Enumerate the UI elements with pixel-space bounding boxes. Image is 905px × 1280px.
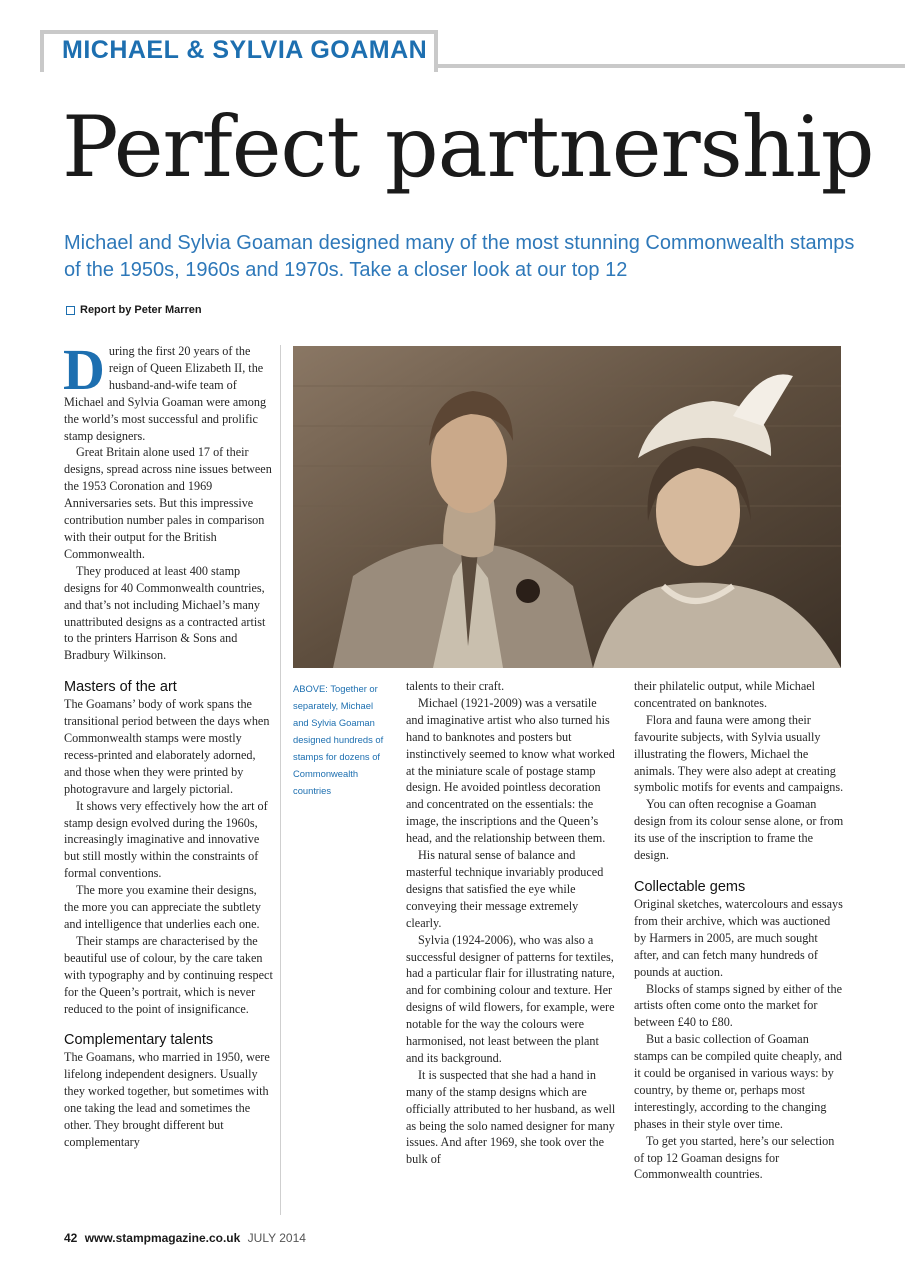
paragraph: You can often recognise a Goaman design from its colour sense alone, or from its use of the inscription to frame the design. (634, 797, 844, 863)
subheading-masters: Masters of the art (64, 679, 177, 696)
paragraph: Blocks of stamps signed by either of the artists often come onto the market for between £40 to £80. (634, 981, 842, 1030)
paragraph: Michael (1921-2009) was a versatile and imaginative artist who also turned his hand to banknotes and posters but instinctively seemed to know what worked at the miniature scale of postage stamp design. He avoided pointless decoration and concentrated on the essentials: the image, the inscriptions and the Queen’s head, and the relationship between them. (406, 695, 615, 846)
paragraph: The Goamans’ body of work spans the transitional period between the days when Commonwealth stamps were mostly recess-printed and elaborately adorned, and those when they were printed by photogravure and largely pictorial. (64, 697, 270, 796)
column-2 (406, 678, 616, 1168)
photo-caption: ABOVE: Together or separately, Michael and Sylvia Goaman designed hundreds of stamps for dozens of Commonwealth countries (293, 683, 384, 796)
paragraph: It is suspected that she had a hand in many of the stamp designs which are officially attributed to her husband, as well as being the solo named designer for many issues. And after 1969, she took over the bulk of (406, 1067, 616, 1167)
issue-date: JULY 2014 (247, 1231, 306, 1245)
byline (66, 304, 202, 316)
intro-paragraph (63, 337, 274, 444)
paragraph: The Goamans, who married in 1950, were lifelong independent designers. Usually they worked together, but sometimes with one taking the lead and sometimes the other. They brought different but complementary (64, 1050, 270, 1149)
paragraph: Great Britain alone used 17 of their designs, spread across nine issues between the 1953 Coronation and 1969 Anniversaries sets. But this impressive contribution number pales in comparison with their output for the British Commonwealth. (64, 445, 272, 561)
paragraph: It shows very effectively how the art of stamp design evolved during the 1960s, increasingly imaginative and innovative but still mostly within the constraints of formal conventions. (64, 798, 268, 881)
paragraph: The more you examine their designs, the more you can appreciate the subtlety and intelligence that underlies each one. (64, 883, 261, 931)
page-number: 42 (64, 1231, 78, 1245)
paragraph: Flora and fauna were among their favourite subjects, with Sylvia usually illustrating the flowers, Michael the animals. They were also adept at creating symbolic motifs for events and campaigns. (634, 712, 844, 795)
subheading-collectable: Collectable gems (634, 878, 746, 895)
section-label: MICHAEL & SYLVIA GOAMAN (62, 36, 428, 64)
paragraph: Their stamps are characterised by the beautiful use of colour, by the care taken with typography and by continuing respect for the Queen’s portrait, which is never reduced to the point of insignificance. (64, 933, 273, 1016)
footer-url[interactable]: www.stampmagazine.co.uk (84, 1231, 241, 1245)
byline-square-icon (66, 306, 75, 315)
paragraph: their philatelic output, while Michael concentrated on banknotes. (634, 679, 816, 710)
standfirst: Michael and Sylvia Goaman designed many of the most stunning Commonwealth stamps of the 1950s, 1960s and 1970s. Take a closer look at our top 12 (64, 232, 855, 281)
paragraph: His natural sense of balance and masterful technique invariably produced designs that satisfied the eye while conveying their message extremely clearly. (406, 848, 604, 930)
headline: Perfect partnership (62, 98, 874, 196)
paragraph: Original sketches, watercolours and essays from their archive, which was auctioned by Harmers in 2005, are much sought after, and can fetch many hundreds of pounds at auction. (634, 896, 843, 979)
subheading-complementary: Complementary talents (64, 1032, 214, 1049)
byline-text: Report by Peter Marren (80, 304, 202, 316)
column-divider (280, 345, 281, 1215)
paragraph: talents to their craft. (406, 679, 505, 693)
paragraph: To get you started, here’s our selection of top 12 Goaman designs for Commonwealth countries. (634, 1133, 835, 1182)
paragraph: But a basic collection of Goaman stamps can be compiled quite cheaply, and it could be organised in various ways: by country, by theme or, perhaps most interestingly, according to the changing phases in their style over time. (634, 1032, 843, 1131)
section-tab (40, 30, 438, 72)
drop-cap: D (63, 337, 105, 402)
column-3 (634, 678, 844, 1183)
paragraph: Sylvia (1924-2006), who was also a successful designer of patterns for textiles, had a particular flair for illustrating nature, and for combining colour and texture. Her designs of wild flowers, for example, were notable for the way the colours were harmonised, not least between the plant and its background. (406, 932, 615, 1065)
column-1 (63, 337, 274, 1151)
page-footer (64, 1231, 306, 1245)
header-rule (438, 64, 905, 68)
photo-illustration (293, 346, 841, 668)
paragraph: They produced at least 400 stamp designs for 40 Commonwealth countries, and that’s not including Michael’s many unattributed designs as a contracted artist to the printers Harrison & Sons and Bradbury Wilkinson. (64, 563, 266, 663)
goaman-photo (293, 346, 841, 668)
intro-text: uring the first 20 years of the reign of Queen Elizabeth II, the husband-and-wife team of Michael and Sylvia Goaman were among the world’s most successful and prolific stamp designers. (64, 344, 267, 443)
